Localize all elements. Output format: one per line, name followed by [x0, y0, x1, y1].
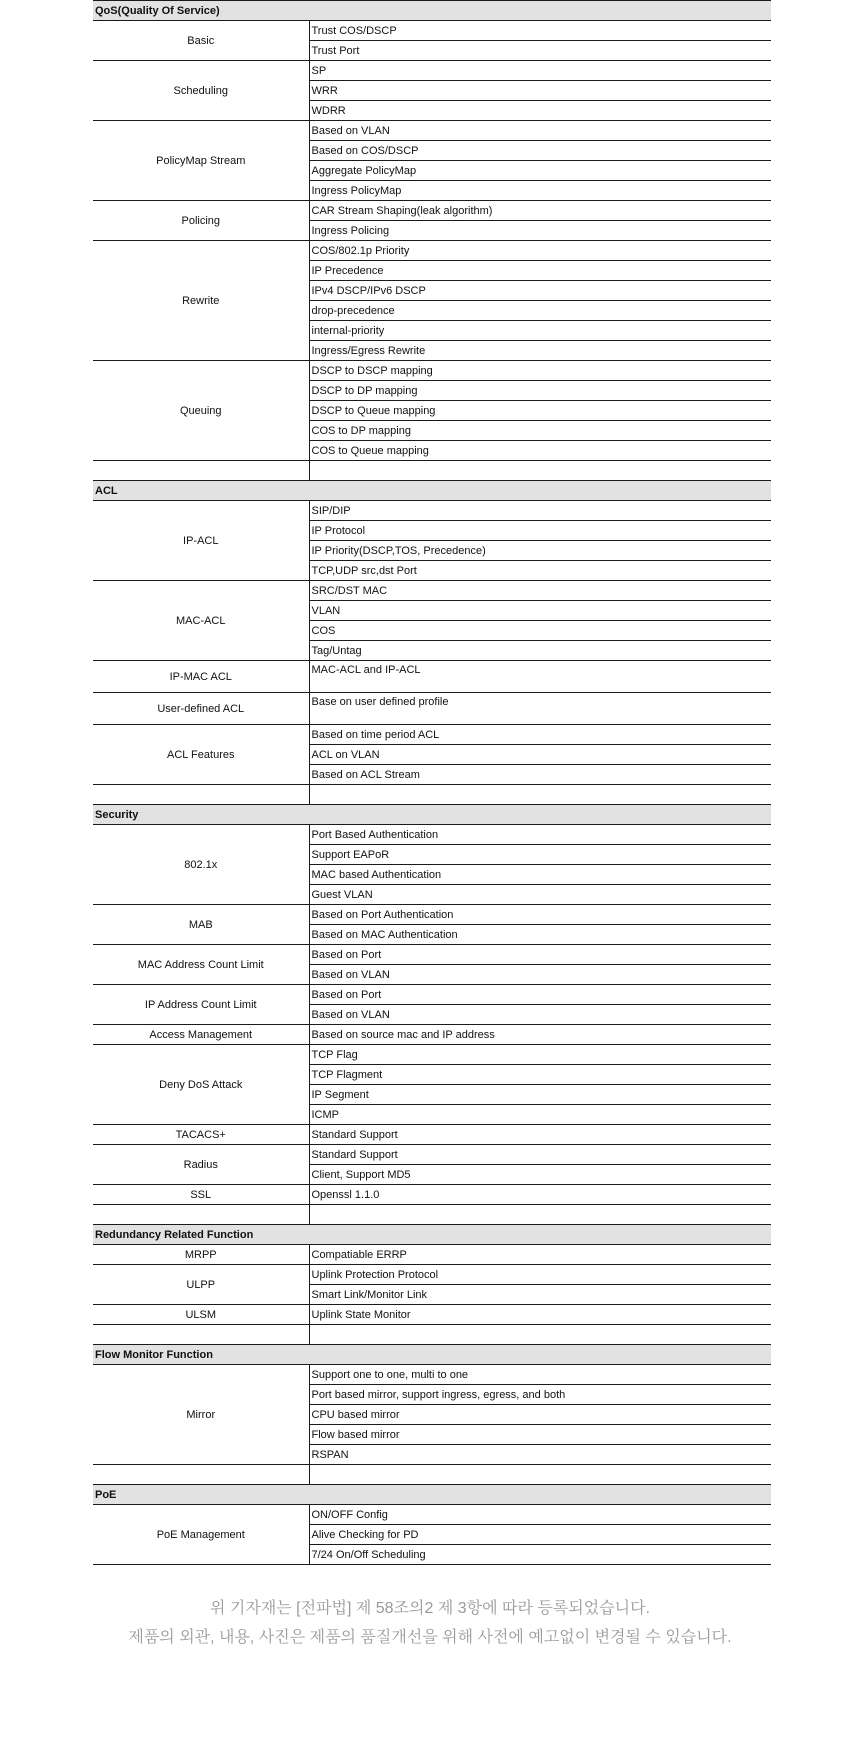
footer-notice: [0, 1594, 860, 1652]
feature-item: SP: [309, 61, 771, 81]
feature-item: Based on COS/DSCP: [309, 141, 771, 161]
empty-cell: [309, 1465, 771, 1485]
empty-cell: [93, 1205, 309, 1225]
empty-cell: [93, 1325, 309, 1345]
section-title: Redundancy Related Function: [93, 1225, 771, 1245]
spacer-row: [93, 461, 771, 481]
feature-item: IP Precedence: [309, 261, 771, 281]
section-header-row: [93, 481, 771, 501]
table-row: [93, 1245, 771, 1265]
feature-category: Rewrite: [93, 241, 309, 361]
feature-item: drop-precedence: [309, 301, 771, 321]
table-row: [93, 1265, 771, 1285]
feature-category: MAC-ACL: [93, 581, 309, 661]
footer-registration-notice: 위 기자재는 [전파법] 제 58조의2 제 3항에 따라 등록되었습니다.: [210, 1600, 650, 1617]
section-header-row: [93, 1485, 771, 1505]
feature-item: Compatiable ERRP: [309, 1245, 771, 1265]
feature-category: PolicyMap Stream: [93, 121, 309, 201]
feature-item: SRC/DST MAC: [309, 581, 771, 601]
feature-item: ACL on VLAN: [309, 745, 771, 765]
feature-item: 7/24 On/Off Scheduling: [309, 1545, 771, 1565]
section-title: QoS(Quality Of Service): [93, 1, 771, 21]
feature-item: Alive Checking for PD: [309, 1525, 771, 1545]
spacer-row: [93, 1205, 771, 1225]
empty-cell: [93, 785, 309, 805]
feature-item: TCP,UDP src,dst Port: [309, 561, 771, 581]
feature-item: CAR Stream Shaping(leak algorithm): [309, 201, 771, 221]
feature-category: IP-ACL: [93, 501, 309, 581]
feature-category: Mirror: [93, 1365, 309, 1465]
feature-category: Deny DoS Attack: [93, 1045, 309, 1125]
table-row: [93, 825, 771, 845]
feature-category: Radius: [93, 1145, 309, 1185]
feature-item: Openssl 1.1.0: [309, 1185, 771, 1205]
empty-cell: [309, 1325, 771, 1345]
feature-category: ULPP: [93, 1265, 309, 1305]
section-header-row: [93, 1345, 771, 1365]
spec-table: [93, 0, 771, 1565]
table-row: [93, 1145, 771, 1165]
table-row: [93, 241, 771, 261]
section-header-row: [93, 1, 771, 21]
table-row: [93, 581, 771, 601]
table-row: [93, 1505, 771, 1525]
section-title: Security: [93, 805, 771, 825]
feature-item: Trust Port: [309, 41, 771, 61]
feature-item: Support EAPoR: [309, 845, 771, 865]
feature-item: Tag/Untag: [309, 641, 771, 661]
table-row: [93, 985, 771, 1005]
table-row: [93, 21, 771, 41]
feature-item: MAC based Authentication: [309, 865, 771, 885]
feature-item: ICMP: [309, 1105, 771, 1125]
feature-item: COS: [309, 621, 771, 641]
feature-item: IP Priority(DSCP,TOS, Precedence): [309, 541, 771, 561]
feature-item: Standard Support: [309, 1145, 771, 1165]
section-title: Flow Monitor Function: [93, 1345, 771, 1365]
section-title: PoE: [93, 1485, 771, 1505]
feature-item: Ingress Policing: [309, 221, 771, 241]
feature-item: Based on Port: [309, 985, 771, 1005]
feature-item: Based on Port Authentication: [309, 905, 771, 925]
feature-item: Uplink Protection Protocol: [309, 1265, 771, 1285]
table-row: [93, 693, 771, 725]
feature-category: TACACS+: [93, 1125, 309, 1145]
feature-item: WRR: [309, 81, 771, 101]
feature-category: MAB: [93, 905, 309, 945]
feature-item: Aggregate PolicyMap: [309, 161, 771, 181]
feature-item: Based on VLAN: [309, 1005, 771, 1025]
section-title: ACL: [93, 481, 771, 501]
feature-item: MAC-ACL and IP-ACL: [309, 661, 771, 693]
feature-item: Based on ACL Stream: [309, 765, 771, 785]
table-row: [93, 1305, 771, 1325]
feature-item: Standard Support: [309, 1125, 771, 1145]
feature-item: SIP/DIP: [309, 501, 771, 521]
empty-cell: [309, 461, 771, 481]
feature-item: Based on VLAN: [309, 965, 771, 985]
section-header-row: [93, 805, 771, 825]
feature-category: ULSM: [93, 1305, 309, 1325]
feature-item: Base on user defined profile: [309, 693, 771, 725]
feature-item: WDRR: [309, 101, 771, 121]
feature-category: Queuing: [93, 361, 309, 461]
feature-item: RSPAN: [309, 1445, 771, 1465]
feature-category: Scheduling: [93, 61, 309, 121]
spacer-row: [93, 1325, 771, 1345]
feature-category: Policing: [93, 201, 309, 241]
table-row: [93, 501, 771, 521]
table-row: [93, 1185, 771, 1205]
feature-category: Access Management: [93, 1025, 309, 1045]
feature-item: COS to DP mapping: [309, 421, 771, 441]
feature-item: Based on source mac and IP address: [309, 1025, 771, 1045]
feature-category: IP Address Count Limit: [93, 985, 309, 1025]
empty-cell: [309, 785, 771, 805]
feature-item: DSCP to Queue mapping: [309, 401, 771, 421]
table-row: [93, 1045, 771, 1065]
feature-item: IPv4 DSCP/IPv6 DSCP: [309, 281, 771, 301]
table-row: [93, 1365, 771, 1385]
feature-item: IP Protocol: [309, 521, 771, 541]
feature-item: Based on time period ACL: [309, 725, 771, 745]
feature-item: Ingress/Egress Rewrite: [309, 341, 771, 361]
table-row: [93, 361, 771, 381]
spec-table-container: [93, 0, 771, 1565]
feature-item: Port Based Authentication: [309, 825, 771, 845]
table-row: [93, 201, 771, 221]
feature-item: Based on MAC Authentication: [309, 925, 771, 945]
footer-change-notice: 제품의 외관, 내용, 사진은 제품의 품질개선을 위해 사전에 예고없이 변경될 수 있습니다.: [128, 1629, 732, 1646]
feature-item: TCP Flagment: [309, 1065, 771, 1085]
feature-item: DSCP to DSCP mapping: [309, 361, 771, 381]
feature-category: Basic: [93, 21, 309, 61]
table-row: [93, 725, 771, 745]
feature-item: internal-priority: [309, 321, 771, 341]
spacer-row: [93, 1465, 771, 1485]
spec-table-body: [93, 1, 771, 1565]
table-row: [93, 61, 771, 81]
feature-item: IP Segment: [309, 1085, 771, 1105]
feature-item: ON/OFF Config: [309, 1505, 771, 1525]
feature-category: 802.1x: [93, 825, 309, 905]
feature-item: CPU based mirror: [309, 1405, 771, 1425]
feature-item: Flow based mirror: [309, 1425, 771, 1445]
spacer-row: [93, 785, 771, 805]
table-row: [93, 1025, 771, 1045]
feature-item: TCP Flag: [309, 1045, 771, 1065]
section-header-row: [93, 1225, 771, 1245]
table-row: [93, 121, 771, 141]
feature-item: Ingress PolicyMap: [309, 181, 771, 201]
feature-item: Port based mirror, support ingress, egress, and both: [309, 1385, 771, 1405]
feature-category: PoE Management: [93, 1505, 309, 1565]
table-row: [93, 905, 771, 925]
empty-cell: [309, 1205, 771, 1225]
table-row: [93, 661, 771, 693]
feature-category: IP-MAC ACL: [93, 661, 309, 693]
feature-item: COS/802.1p Priority: [309, 241, 771, 261]
feature-item: Uplink State Monitor: [309, 1305, 771, 1325]
feature-item: Support one to one, multi to one: [309, 1365, 771, 1385]
feature-category: ACL Features: [93, 725, 309, 785]
feature-item: Trust COS/DSCP: [309, 21, 771, 41]
empty-cell: [93, 461, 309, 481]
feature-category: User-defined ACL: [93, 693, 309, 725]
feature-item: VLAN: [309, 601, 771, 621]
feature-category: SSL: [93, 1185, 309, 1205]
feature-category: MAC Address Count Limit: [93, 945, 309, 985]
feature-item: Guest VLAN: [309, 885, 771, 905]
table-row: [93, 945, 771, 965]
feature-category: MRPP: [93, 1245, 309, 1265]
empty-cell: [93, 1465, 309, 1485]
feature-item: DSCP to DP mapping: [309, 381, 771, 401]
table-row: [93, 1125, 771, 1145]
feature-item: COS to Queue mapping: [309, 441, 771, 461]
feature-item: Smart Link/Monitor Link: [309, 1285, 771, 1305]
feature-item: Based on Port: [309, 945, 771, 965]
feature-item: Based on VLAN: [309, 121, 771, 141]
feature-item: Client, Support MD5: [309, 1165, 771, 1185]
